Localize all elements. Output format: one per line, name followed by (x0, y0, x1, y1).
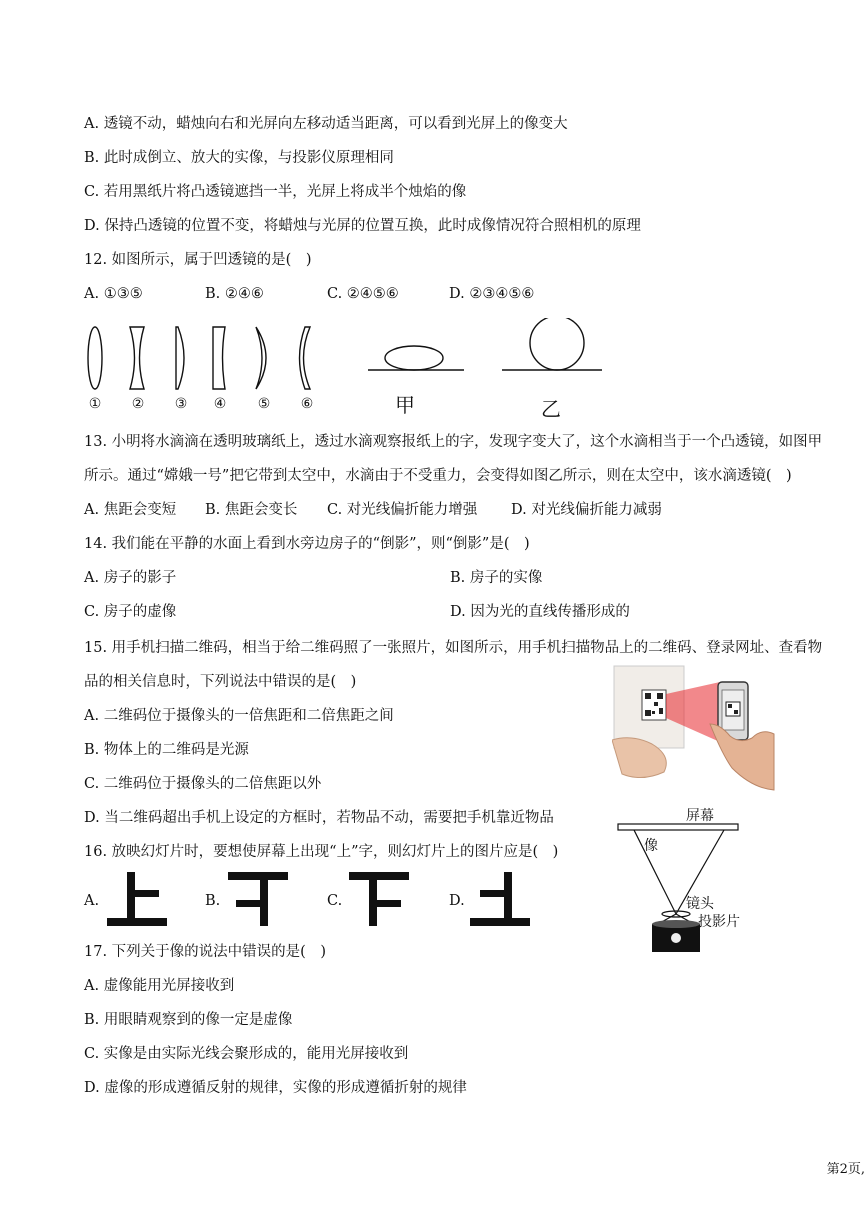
proj-label-screen: 屏幕 (686, 808, 714, 824)
q12-stem: 12. 如图所示，属于凹透镜的是( ) (84, 252, 312, 268)
q17-option-d: D. 虚像的形成遵循反射的规律，实像的形成遵循折射的规律 (84, 1080, 467, 1096)
q16-char-b-rotated (224, 870, 294, 928)
proj-label-image: 像 (644, 838, 658, 854)
q16-letter-d: D. (449, 893, 465, 909)
q14-stem: 14. 我们能在平静的水面上看到水旁边房子的“倒影”，则“倒影”是( ) (84, 536, 530, 552)
water-drop-yi (530, 318, 584, 370)
q14-option-d: D. 因为光的直线传播形成的 (450, 604, 630, 620)
lens-figure (78, 318, 618, 422)
lens-1-biconvex (88, 327, 102, 389)
fig-label-jia: 甲 (395, 393, 415, 417)
q12-option-b: B. ②④⑥ (205, 286, 264, 302)
lens-label-2: ② (131, 396, 145, 412)
q17-option-b: B. 用眼睛观察到的像一定是虚像 (84, 1012, 293, 1028)
lens-3-planoconvex (176, 327, 184, 389)
q16-letter-b: B. (205, 893, 221, 909)
q17-option-a: A. 虚像能用光屏接收到 (84, 978, 235, 994)
water-drop-jia (385, 346, 443, 370)
q11-option-c: C. 若用黑纸片将凸透镜遮挡一半，光屏上将成半个烛焰的像 (84, 184, 467, 200)
q11-option-d: D. 保持凸透镜的位置不变，将蜡烛与光屏的位置互换，此时成像情况符合照相机的原理 (84, 218, 641, 234)
qr-scan-photo (612, 664, 777, 792)
q15-option-b: B. 物体上的二维码是光源 (84, 742, 249, 758)
lens-2-biconcave (130, 327, 144, 389)
projector-diagram (612, 806, 772, 958)
q15-option-d: D. 当二维码超出手机上设定的方框时，若物品不动，需要把手机靠近物品 (84, 810, 554, 826)
q16-stem: 16. 放映幻灯片时，要想使屏幕上出现“上”字，则幻灯片上的图片应是( ) (84, 844, 559, 860)
q17-stem: 17. 下列关于像的说法中错误的是( ) (84, 944, 326, 960)
proj-label-lens: 镜头 (686, 896, 714, 912)
q11-option-a: A. 透镜不动，蜡烛向右和光屏向左移动适当距离，可以看到光屏上的像变大 (84, 116, 568, 132)
q15-option-a: A. 二维码位于摄像头的一倍焦距和二倍焦距之间 (84, 708, 394, 724)
q13-option-b: B. 焦距会变长 (205, 502, 298, 518)
q13-option-a: A. 焦距会变短 (84, 502, 177, 518)
lens-5-meniscus (256, 327, 266, 389)
lens-label-4: ④ (213, 396, 227, 412)
lens-label-6: ⑥ (300, 396, 314, 412)
q15-stem-line1: 15. 用手机扫描二维码，相当于给二维码照了一张照片，如图所示，用手机扫描物品上的二维码、登录网址、查看物 (84, 640, 823, 656)
q12-option-c: C. ②④⑤⑥ (327, 286, 399, 302)
q17-option-c: C. 实像是由实际光线会聚形成的，能用光屏接收到 (84, 1046, 409, 1062)
lens-4-planoconcave (213, 327, 225, 389)
q15-option-c: C. 二维码位于摄像头的二倍焦距以外 (84, 776, 322, 792)
q14-option-c: C. 房子的虚像 (84, 604, 177, 620)
q11-option-b: B. 此时成倒立、放大的实像，与投影仪原理相同 (84, 150, 394, 166)
lens-label-1: ① (88, 396, 102, 412)
fig-label-yi: 乙 (541, 397, 561, 421)
q16-letter-c: C. (327, 893, 343, 909)
q14-option-a: A. 房子的影子 (84, 570, 177, 586)
q13-stem-line2: 所示。通过“嫦娥一号”把它带到太空中，水滴由于不受重力，会变得如图乙所示，则在太空中，该水滴透镜( ) (84, 468, 792, 484)
q16-letter-a: A. (84, 893, 100, 909)
q13-stem-line1: 13. 小明将水滴滴在透明玻璃纸上，透过水滴观察报纸上的字，发现字变大了，这个水滴相当于一个凸透镜，如图甲 (84, 434, 823, 450)
proj-label-slide: 投影片 (698, 914, 740, 930)
q16-char-a-upright (103, 870, 173, 928)
lens-6-concave-meniscus (300, 327, 311, 389)
q16-char-d-mirrored (466, 870, 536, 928)
lens-label-5: ⑤ (257, 396, 271, 412)
q15-stem-line2: 品的相关信息时，下列说法中错误的是( ) (84, 674, 357, 690)
q16-char-c-inverted (345, 870, 415, 928)
q14-option-b: B. 房子的实像 (450, 570, 543, 586)
q13-option-c: C. 对光线偏折能力增强 (327, 502, 478, 518)
lens-label-3: ③ (174, 396, 188, 412)
page-number: 第2页, (826, 1162, 865, 1177)
q13-option-d: D. 对光线偏折能力减弱 (511, 502, 662, 518)
q12-option-a: A. ①③⑤ (84, 286, 143, 302)
q12-option-d: D. ②③④⑤⑥ (449, 286, 535, 302)
